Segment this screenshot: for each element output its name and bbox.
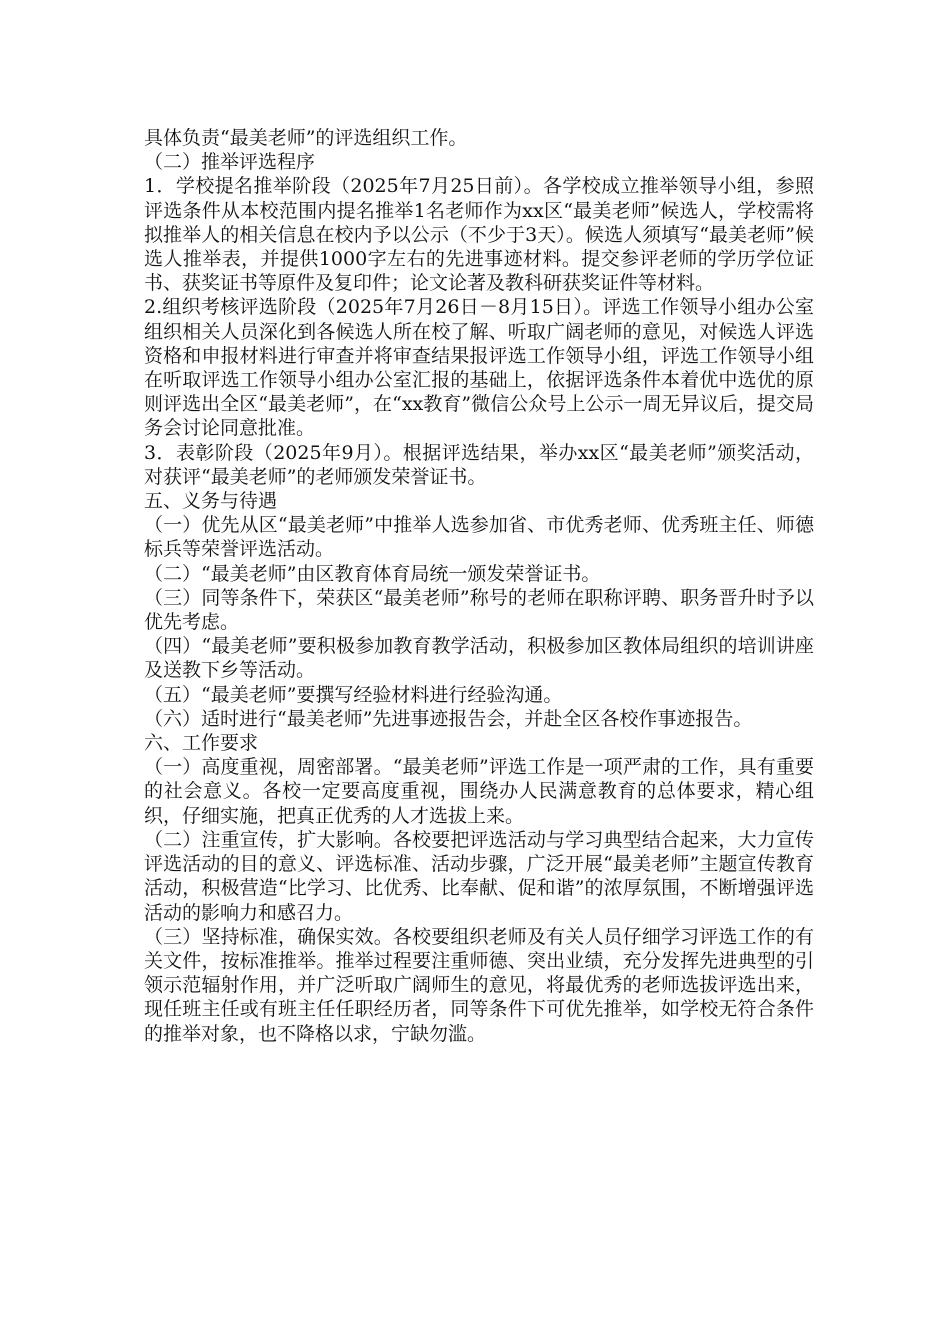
paragraph-school-nomination: 1．学校提名推举阶段（2025年7月25日前）。各学校成立推举领导小组，参照评选条件从本校范围内提名推举1名老师作为xx区“最美老师”候选人，学校需将拟推举人的相关信息在校内予以公示（不少于3天）。候选人须填写“最美老师”候选人推举表，并提供1000字左右的先进事迹材料。提交参评老师的学历学位证书、获奖证书等原件及复印件；论文论著及教科研获奖证件等材料。: [144, 175, 814, 295]
paragraph-benefit-4: （四）“最美老师”要积极参加教育教学活动，积极参加区教体局组织的培训讲座及送教下乡等活动。: [144, 635, 814, 682]
paragraph-benefit-5: （五）“最美老师”要撰写经验材料进行经验沟通。: [144, 683, 563, 706]
heading-obligations-benefits: 五、义务与待遇: [144, 490, 278, 513]
paragraph-benefit-6: （六）适时进行“最美老师”先进事迹报告会，并赴全区各校作事迹报告。: [144, 707, 753, 730]
paragraph-commendation-stage: 3．表彰阶段（2025年9月）。根据评选结果，举办xx区“最美老师”颁奖活动，对获评“最美老师”的老师颁发荣誉证书。: [144, 441, 814, 488]
heading-recommendation-procedure: （二）推举评选程序: [144, 151, 316, 174]
paragraph-requirement-3: （三）坚持标准，确保实效。各校要组织老师及有关人员仔细学习评选工作的有关文件，按标准推举。推举过程要注重师德、突出业绩，充分发挥先进典型的引领示范辐射作用，并广泛听取广阔师生的意见，将最优秀的老师选拔评选出来，现任班主任或有班主任任职经历者，同等条件下可优先推举，如学校无符合条件的推举对象，也不降格以求，宁缺勿滥。: [144, 925, 814, 1045]
paragraph-assessment-stage: 2.组织考核评选阶段（2025年7月26日－8月15日）。评选工作领导小组办公室组织相关人员深化到各候选人所在校了解、听取广阔老师的意见，对候选人评选资格和申报材料进行审查并将审查结果报评选工作领导小组，评选工作领导小组在听取评选工作领导小组办公室汇报的基础上，依据评选条件本着优中选优的原则评选出全区“最美老师”，在“xx教育”微信公众号上公示一周无异议后，提交局务会讨论同意批准。: [144, 296, 814, 440]
paragraph-benefit-3: （三）同等条件下，荣获区“最美老师”称号的老师在职称评聘、职务晋升时予以优先考虑。: [144, 586, 814, 634]
paragraph-benefit-1: （一）优先从区“最美老师”中推举人选参加省、市优秀老师、优秀班主任、师德标兵等荣誉评选活动。: [144, 514, 814, 561]
paragraph-requirement-1: （一）高度重视，周密部署。“最美老师”评选工作是一项严肃的工作，具有重要的社会意义。各校一定要高度重视，围绕办人民满意教育的总体要求，精心组织，仔细实施，把真正优秀的人才选拔上来。: [144, 756, 814, 827]
document-body: [144, 126, 814, 1046]
paragraph-requirement-2: （二）注重宣传，扩大影响。各校要把评选活动与学习典型结合起来，大力宣传评选活动的目的意义、评选标准、活动步骤，广泛开展“最美老师”主题宣传教育活动，积极营造“比学习、比优秀、比奉献、促和谐”的浓厚氛围，不断增强评选活动的影响力和感召力。: [144, 828, 814, 924]
heading-work-requirements: 六、工作要求: [144, 732, 259, 755]
paragraph-benefit-2: （二）“最美老师”由区教育体育局统一颁发荣誉证书。: [144, 562, 601, 585]
paragraph-organization-duty: 具体负责“最美老师”的评选组织工作。: [144, 127, 468, 149]
